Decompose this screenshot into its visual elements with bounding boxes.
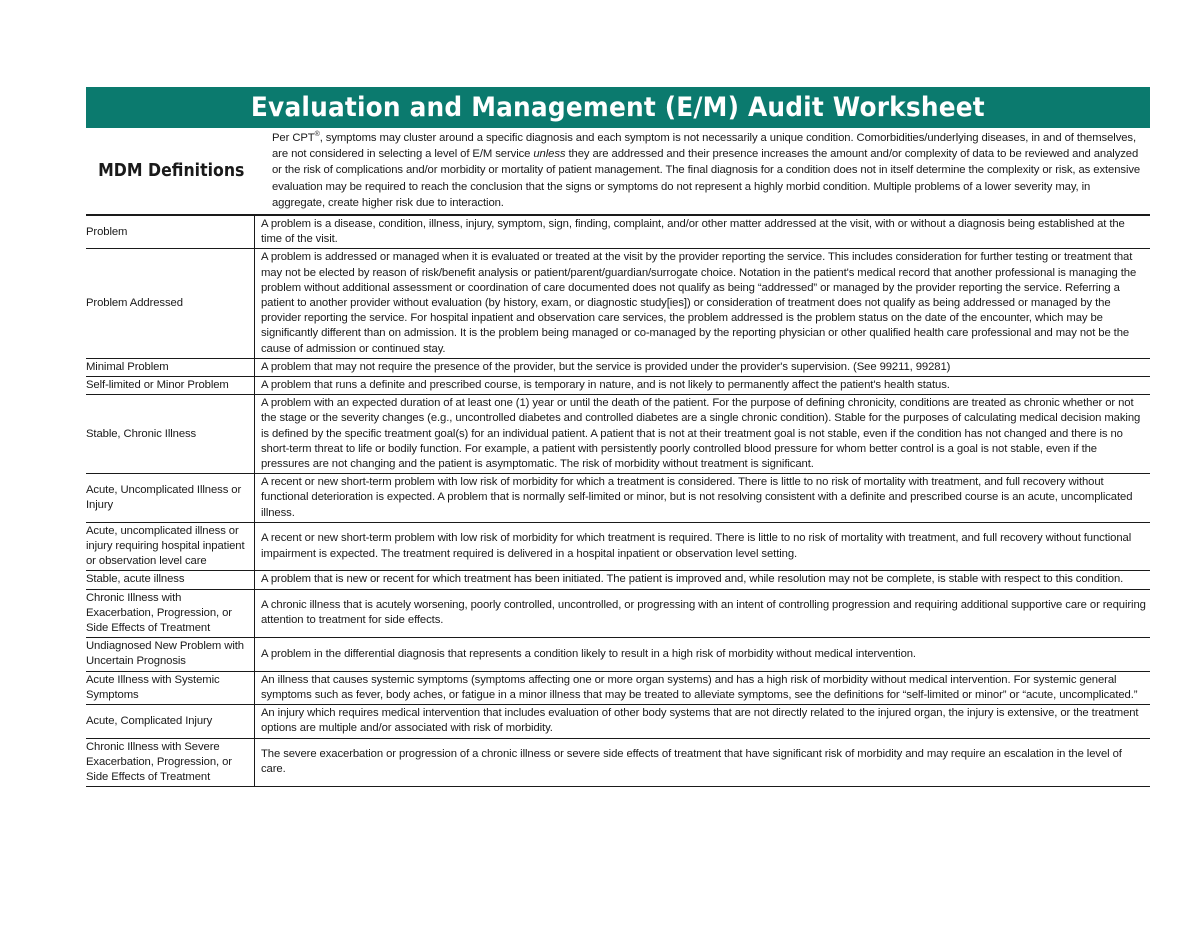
definition-text: A recent or new short-term problem with low risk of morbidity for which treatment is required. There is little to no risk of mortality with treatment, and full recovery without functional impairment is expected. The treatment required is delivered in a hospital inpatient or observation level setting.	[255, 522, 1151, 571]
definition-term: Acute Illness with Systemic Symptoms	[86, 671, 255, 704]
table-row	[86, 638, 1150, 671]
audit-worksheet	[86, 87, 1150, 787]
definition-text: A problem is addressed or managed when it is evaluated or treated at the visit by the provider reporting the service. This includes consideration for further testing or treatment that may not be elected by reason of risk/benefit analysis or patient/parent/guardian/surrogate choice. Notation in the patient's medical record that another professional is managing the problem without additional assessment or coordination of care documented does not qualify as being “addressed” or managed by the provider reporting the service. Referring a patient to another provider without evaluation (by history, exam, or diagnostic study[ies]) or consideration of treatment does not qualify as being addressed or managed by the provider reporting the service. For hospital inpatient and observation care services, the problem addressed is the problem status on the date of the encounter, which may be significantly different than on admission. It is the problem being managed or co-managed by the reporting physician or other qualified health care professional and may not be the cause of admission or continued stay.	[255, 249, 1151, 358]
definition-term: Chronic Illness with Exacerbation, Progression, or Side Effects of Treatment	[86, 589, 255, 638]
definition-text: A chronic illness that is acutely worsening, poorly controlled, uncontrolled, or progressing with an intent of controlling progression and requiring additional supportive care or requiring attention to treatment for side effects.	[255, 589, 1151, 638]
definition-term: Acute, uncomplicated illness or injury requiring hospital inpatient or observation level care	[86, 522, 255, 571]
definition-text: A problem that may not require the presence of the provider, but the service is provided under the provider's supervision. (See 99211, 99281)	[255, 358, 1151, 376]
definition-term: Problem	[86, 216, 255, 249]
table-row	[86, 377, 1150, 395]
definition-term: Undiagnosed New Problem with Uncertain Prognosis	[86, 638, 255, 671]
definition-text: A recent or new short-term problem with low risk of morbidity for which a treatment is considered. There is little to no risk of mortality with treatment, and full recovery without functional deterioration is expected. A problem that is normally self-limited or minor, but is not resolving consistent with a definite and prescribed course is an acute, uncomplicated illness.	[255, 474, 1151, 523]
intro-text-part1: , symptoms may cluster around a specific diagnosis and each symptom is not necessarily a unique condition. Comorbidities/underlying diseases, in and of themselves, are not considered in selecting a level of E/M service	[272, 132, 1137, 161]
definition-term: Acute, Complicated Injury	[86, 705, 255, 738]
definition-term: Stable, acute illness	[86, 571, 255, 589]
registered-mark: ®	[314, 131, 320, 139]
definition-text: An injury which requires medical intervention that includes evaluation of other body systems that are not directly related to the injured organ, the injury is extensive, or the treatment options are multiple and/or associated with risk of morbidity.	[255, 705, 1151, 738]
intro-emphasis: unless	[533, 148, 566, 161]
definition-text: The severe exacerbation or progression of a chronic illness or severe side effects of treatment that have significant risk of morbidity and may require an escalation in the level of care.	[255, 738, 1151, 787]
definition-term: Minimal Problem	[86, 358, 255, 376]
table-row	[86, 671, 1150, 704]
table-row	[86, 474, 1150, 523]
table-row	[86, 216, 1150, 249]
table-row	[86, 589, 1150, 638]
table-row	[86, 738, 1150, 787]
definitions-table	[86, 216, 1150, 787]
section-label: MDM Definitions	[97, 161, 245, 181]
definition-term: Self-limited or Minor Problem	[86, 377, 255, 395]
definition-term: Stable, Chronic Illness	[86, 395, 255, 474]
intro-text-part2: they are addressed and their presence increases the amount and/or complexity of data to be reviewed and analyzed or the risk of complications and/or morbidity or mortality of patient management. The final diagnosis for a condition does not in itself determine the complexity or risk, as extensive evaluation may be required to reach the conclusion that the signs or symptoms do not represent a highly morbid condition. Multiple problems of a lower severity may, in aggregate, create higher risk due to interaction.	[272, 148, 1141, 209]
definition-text: A problem with an expected duration of at least one (1) year or until the death of the patient. For the purpose of defining chronicity, conditions are treated as chronic whether or not the stage or the severity changes (e.g., uncontrolled diabetes and controlled diabetes are a single chronic condition). Stable for the purposes of calculating medical decision making is defined by the specific treatment goal(s) for an individual patient. A patient that is not at their treatment goal is not stable, even if the condition has not changed and there is no short-term threat to life or bodily function. For example, a patient with persistently poorly controlled blood pressure for whom better control is a goal is not stable, even if the pressures are not changing and the patient is asymptomatic. The risk of morbidity without treatment is significant.	[255, 395, 1151, 474]
definition-term: Acute, Uncomplicated Illness or Injury	[86, 474, 255, 523]
title-banner	[86, 87, 1150, 128]
table-row	[86, 522, 1150, 571]
table-row	[86, 358, 1150, 376]
mdm-definitions-header	[86, 128, 1150, 216]
intro-paragraph	[256, 128, 1150, 214]
table-row	[86, 395, 1150, 474]
intro-prefix: Per CPT	[272, 132, 315, 144]
table-row	[86, 249, 1150, 358]
definition-text: An illness that causes systemic symptoms (symptoms affecting one or more organ systems) and has a high risk of morbidity without medical intervention. For systemic general symptoms such as fever, body aches, or fatigue in a minor illness that may be treated to alleviate symptoms, see the definitions for “self-limited or minor” or “acute, uncomplicated.”	[255, 671, 1151, 704]
table-row	[86, 571, 1150, 589]
definition-term: Problem Addressed	[86, 249, 255, 358]
definition-text: A problem in the differential diagnosis that represents a condition likely to result in a high risk of morbidity without medical intervention.	[255, 638, 1151, 671]
worksheet-title: Evaluation and Management (E/M) Audit Worksheet	[251, 92, 985, 123]
definition-term: Chronic Illness with Severe Exacerbation, Progression, or Side Effects of Treatment	[86, 738, 255, 787]
definition-text: A problem that is new or recent for which treatment has been initiated. The patient is improved and, while resolution may not be complete, is stable with respect to this condition.	[255, 571, 1151, 589]
definition-text: A problem is a disease, condition, illness, injury, symptom, sign, finding, complaint, and/or other matter addressed at the visit, with or without a diagnosis being established at the time of the visit.	[255, 216, 1151, 249]
definition-text: A problem that runs a definite and prescribed course, is temporary in nature, and is not likely to permanently affect the patient's health status.	[255, 377, 1151, 395]
table-row	[86, 705, 1150, 738]
section-label-cell	[86, 128, 256, 214]
